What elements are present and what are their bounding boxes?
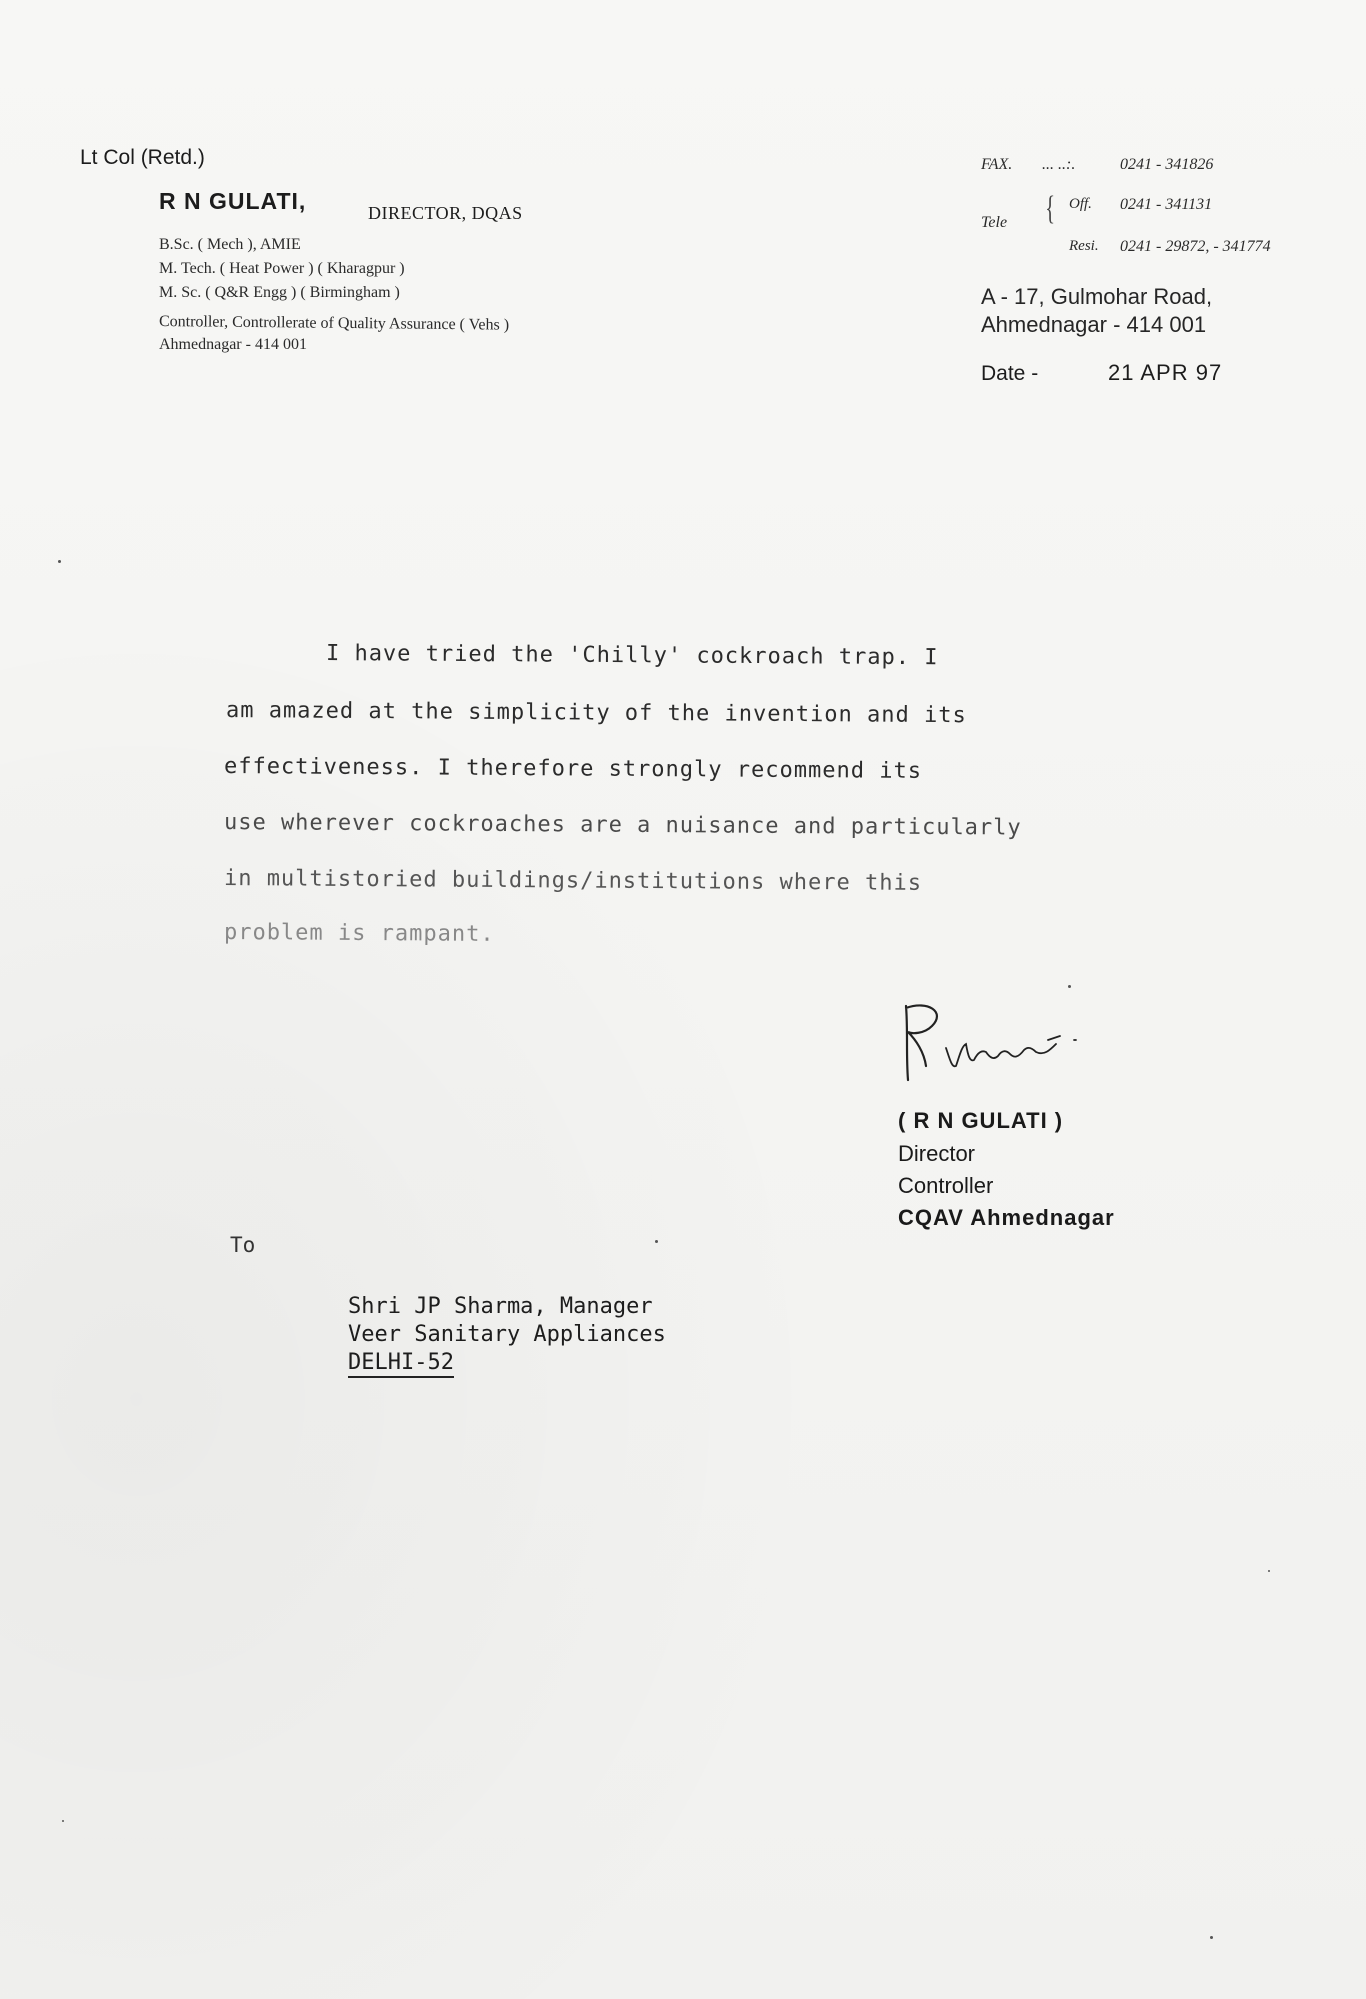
body-line: in multistoried buildings/institutions where this	[223, 866, 923, 896]
paper-speck	[62, 1820, 64, 1822]
recipient-city: DELHI-52	[348, 1350, 454, 1378]
paper-speck	[655, 1240, 658, 1243]
handwritten-signature	[898, 1000, 1198, 1110]
fax-dots: ... ..:.	[1042, 156, 1076, 173]
signatory-office: CQAV Ahmednagar	[898, 1205, 1115, 1230]
author-title: DIRECTOR, DQAS	[368, 203, 523, 223]
paper-speck	[58, 560, 61, 563]
paper-speck	[1068, 985, 1071, 988]
recipient-line: Shri JP Sharma, Manager	[348, 1294, 653, 1319]
to-label: To	[230, 1233, 256, 1257]
body-line: problem is rampant.	[223, 920, 495, 947]
signatory-role: Director	[898, 1141, 976, 1166]
recipient-line: Veer Sanitary Appliances	[348, 1322, 666, 1347]
date-value: 21 APR 97	[1108, 360, 1223, 385]
fax-label: FAX.	[981, 156, 1013, 173]
body-line: I have tried the 'Chilly' cockroach trap. I	[325, 641, 939, 671]
paper-speck	[1268, 1570, 1270, 1572]
qualification-line: M. Sc. ( Q&R Engg ) ( Birmingham )	[159, 284, 400, 301]
body-line: effectiveness. I therefore strongly recommend its	[223, 754, 923, 784]
address-line: A - 17, Gulmohar Road,	[981, 284, 1213, 309]
paper-speck	[1210, 1936, 1213, 1939]
residence-number: 0241 - 29872, - 341774	[1120, 238, 1271, 255]
signatory-role: Controller	[898, 1173, 994, 1198]
office-label: Off.	[1069, 196, 1092, 212]
qualification-line: M. Tech. ( Heat Power ) ( Kharagpur )	[159, 260, 405, 277]
brace-icon: {	[1045, 190, 1056, 227]
address-line: Ahmednagar - 414 001	[981, 312, 1207, 337]
rank: Lt Col (Retd.)	[80, 146, 205, 169]
signatory-name: ( R N GULATI )	[898, 1108, 1064, 1133]
date-label: Date -	[981, 362, 1039, 385]
body-line: use wherever cockroaches are a nuisance and particularly	[223, 810, 1022, 841]
body-line: am amazed at the simplicity of the invention and its	[225, 698, 967, 729]
author-name: R N GULATI,	[159, 188, 307, 214]
qualification-line: Controller, Controllerate of Quality Assurance ( Vehs )	[158, 313, 510, 334]
qualification-line: B.Sc. ( Mech ), AMIE	[159, 236, 301, 253]
residence-label: Resi.	[1069, 238, 1099, 254]
office-number: 0241 - 341131	[1120, 196, 1213, 213]
fax-number: 0241 - 341826	[1120, 156, 1214, 173]
tele-label: Tele	[981, 214, 1008, 231]
qualification-line: Ahmednagar - 414 001	[159, 336, 307, 353]
